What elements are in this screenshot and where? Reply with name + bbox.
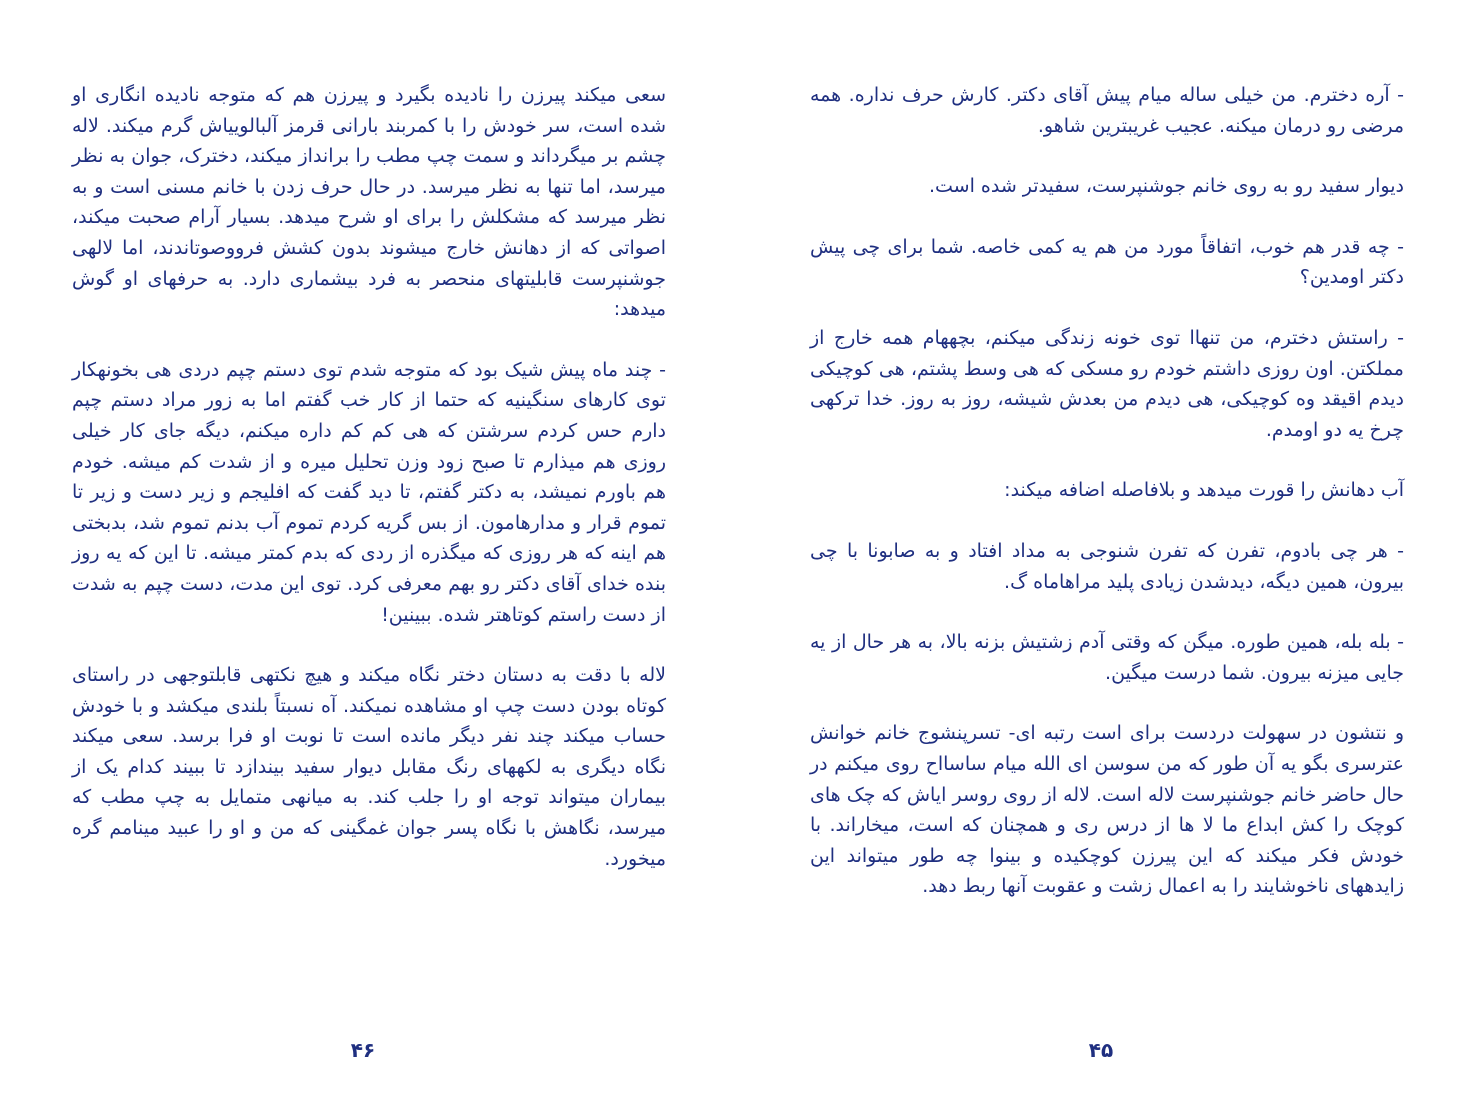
right-paragraph-6: - هر چی بادوم، تفرن که تفرن شنوجی به مداد افتاد و به صابونا با چی بیرون، همین دیگه، دیدشدن زیادی پلید مراهاماه گ. [810, 539, 1404, 593]
left-page-number: ۴۶ [350, 1038, 376, 1062]
right-page-number: ۴۵ [1088, 1038, 1114, 1062]
right-page-text [810, 80, 1404, 932]
right-paragraph-8: و نتشون در سهولت دردست برای است رتبه ای- تسرپنشوج خانم خوانش عترسری بگو یه آن طور که من سوسن ای الله میام ساسااح روی میکنم در حال حاضر خانم جوشنپرست لاله است. لاله از روی روسر ایاش که چک های کوچک را کش ابداع ما لا ها از درس ری و همچنان که است، میخاراند. با خودش فکر میکند که این پیرزن کوچکیده و بینوا چه طور میتواند این زایدههای ناخوشایند را به اعمال زشت و عقوبت آنها ربط دهد. [810, 722, 1404, 898]
right-paragraph-3: - چه قدر هم خوب، اتفاقاً مورد من هم یه کمی خاصه. شما برای چی پیش دکتر اومدین؟ [810, 235, 1404, 289]
right-paragraph-1: - آره دخترم. من خیلی ساله میام پیش آقای دکتر. کارش حرف نداره. همه مرضی رو درمان میکنه. عجیب غریبترین شاهو. [810, 84, 1404, 137]
right-paragraph-5: آب دهانش را قورت میدهد و بلافاصله اضافه میکند: [1004, 479, 1404, 502]
left-paragraph-2: - چند ماه پیش شیک بود که متوجه شدم توی دستم چپم دردی هی بخونهکار توی کارهای سنگینیه که حتما از کار خب گفتم اما به زور مراد دستم چپم دارم حس کردم سرشتن که هی کم کم داره میکنم، دیگه جای کار خیلی روزی هم میذارم تا صبح زود وزن تحلیل میره و از شدت کم میشه. خودم هم باورم نمیشد، به دکتر گفتم، تا دید گفت که افلیجم و زیر دست و زیر تا تموم قرار و مدارهامون. از بس گریه کردم تموم آب بدنم تموم شد، بدبختی هم اینه که هر روزی که میگذره از ردی که بدم کمتر میشه. تا این که یه روز بنده خدای آقای دکتر رو بهم معرفی کرد. توی این مدت، دست چپم به شدت از دست راستم کوتاهتر شده. ببینین! [72, 358, 666, 626]
right-paragraph-7: - بله بله، همین طوره. میگن که وقتی آدم زشتیش بزنه بالا، به هر حال از یه جایی میزنه بیرون. شما درست میگین. [810, 631, 1404, 684]
right-paragraph-2: دیوار سفید رو به روی خانم جوشنپرست، سفیدتر شده است. [928, 175, 1404, 198]
right-page [737, 0, 1474, 1106]
left-paragraph-3: لاله با دقت به دستان دختر نگاه میکند و هیچ نکتهی قابلتوجهی در راستای کوتاه بودن دست چپ او مشاهده نمیکند. آه نسبتاً بلندی میکشد و با خودش حساب میکند چند نفر دیگر مانده است تا نوبت او فرا برسد. سعی میکند نگاه دیگری به لکههای رنگ مقابل دیوار سفید بیندازد تا ببیند کدام یک از بیماران میتواند توجه او را جلب کند. به میانهی متمایل به چپ مطب که میرسد، نگاهش با نگاه پسر جوان غمگینی که من و او را عبید مینامم گره میخورد. [72, 664, 666, 870]
left-paragraph-1: سعی میکند پیرزن را نادیده بگیرد و پیرزن هم که متوجه نادیده انگاری او شده است، سر خودش را با کمربند بارانی قرمز آلبالوییاش گرم میکند. لاله چشم بر میگرداند و سمت چپ مطب را برانداز میکند، دخترک، جوان به نظر میرسد، اما تنها به نظر میرسد. در حال حرف زدن با خانم مسنی است و به نظر میرسد که مشکلش را برای او شرح میدهد. بسیار آرام صحبت میکند، اصواتی که از دهانش خارج میشوند بدون کشش فرووصوتاندند، اما لالهی جوشنپرست قابلیتهای منحصر به فرد بیشماری دارد. به حرفهای او گوش میدهد: [72, 84, 666, 321]
right-paragraph-4: - راستش دخترم، من تنهاا توی خونه زندگی میکنم، بچههام همه خارج از مملکتن. اون روزی داشتم خودم رو مسکی که هی وسط پشتم، هی کوچیکی دیدم اقیقد وه کوچیکی، هی دیدم من بعدش شیشه، روز به روز. خدا ترکهی چرخ یه دو اومدم. [810, 326, 1404, 441]
left-page-text [72, 80, 666, 904]
